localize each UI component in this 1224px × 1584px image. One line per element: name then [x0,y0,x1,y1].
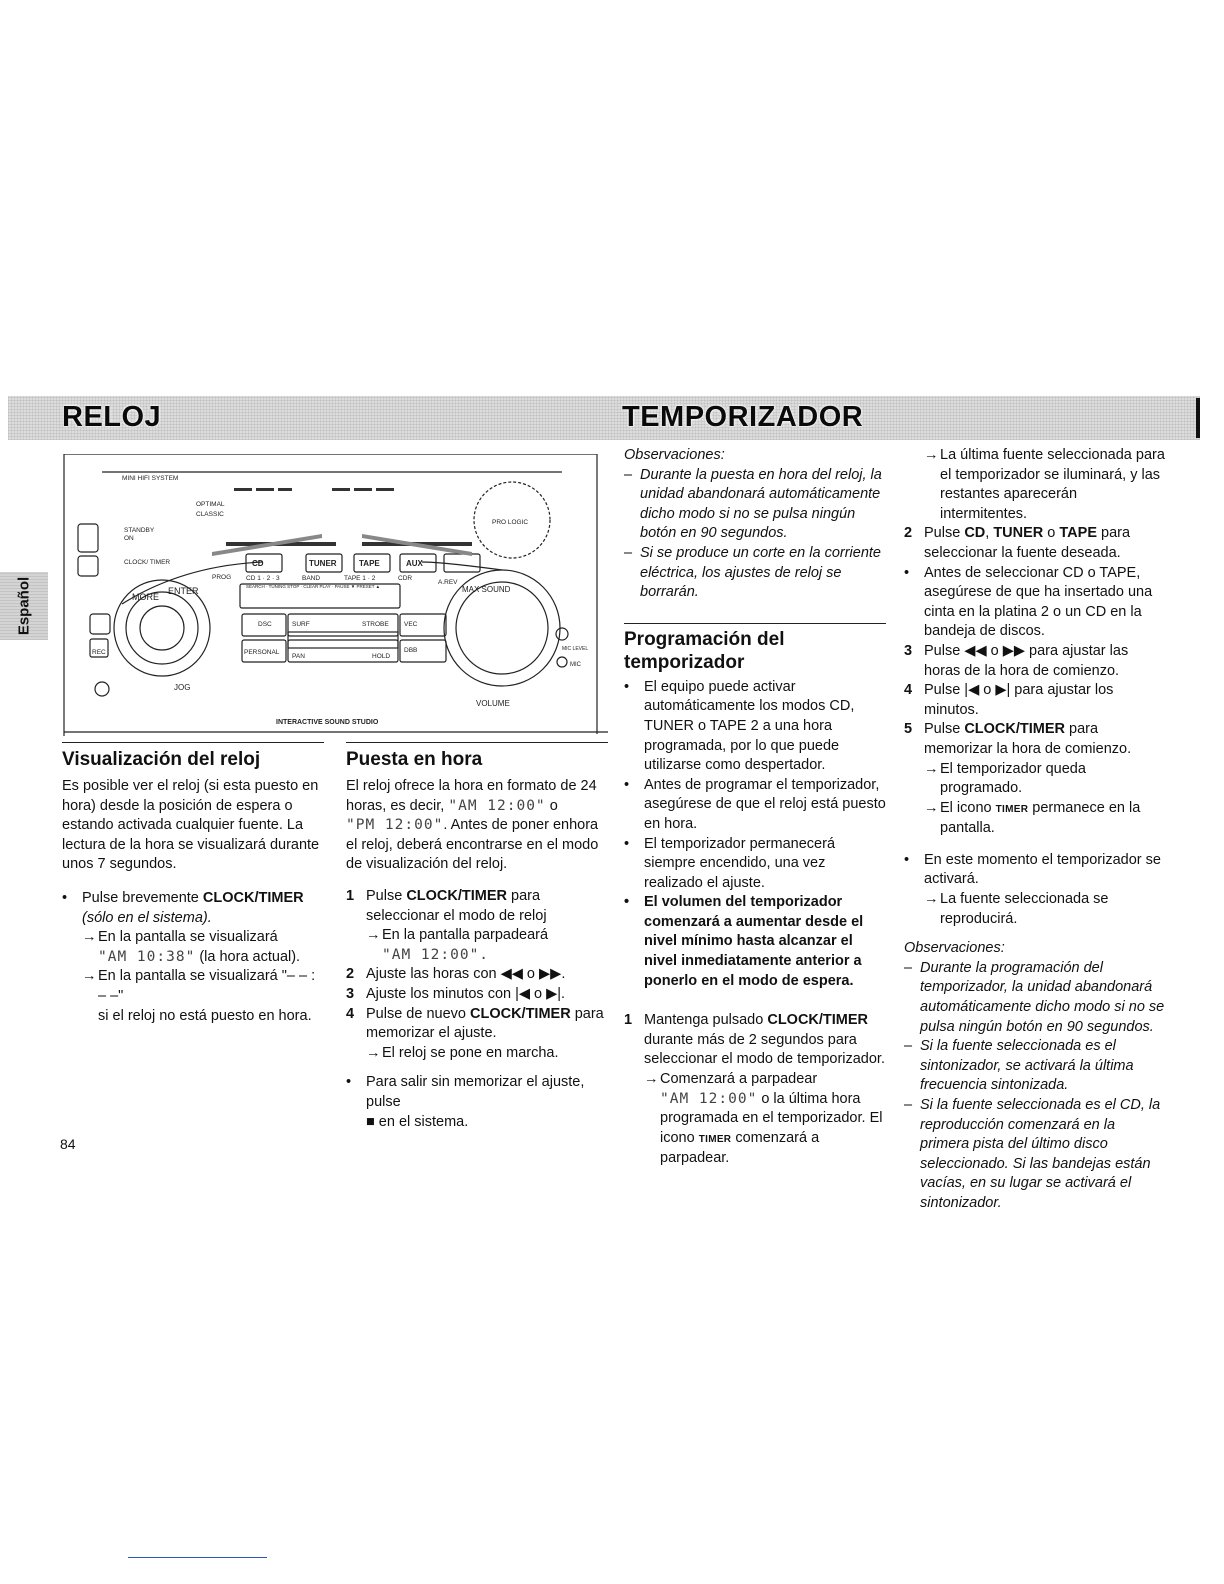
diagram-volume: VOLUME [476,699,510,708]
diagram-source-tape: TAPE [359,559,380,568]
list-item: • Pulse brevemente CLOCK/TIMER (sólo en el sistema). [62,889,324,928]
list-item: → La fuente seleccionada se reproducirá. [924,891,1109,927]
step-item: 2 Pulse CD, TUNER o TAPE para seleccionar la fuente deseada. [904,525,1131,561]
diagram-pro-logic: PRO LOGIC [492,519,529,526]
step-item: 5 Pulse CLOCK/TIMER para memorizar la hora de comienzo. [904,721,1132,757]
diagram-source-cd: CD [252,559,264,568]
list-item: → El reloj se pone en marcha. [366,1044,608,1064]
diagram-hold: HOLD [372,653,391,660]
footer-line [128,1557,267,1558]
diagram-surf: SURF [292,621,310,628]
list-item: – Si se produce un corte en la corriente eléctrica, los ajustes de reloj se borrarán. [624,544,881,601]
diagram-strobe: STROBE [362,621,389,628]
heading-visualizacion: Visualización del reloj [62,749,261,770]
list-item: → El temporizador queda programado. [924,760,1086,797]
page-number: 84 [60,1136,76,1152]
list-item: → En la pantalla se visualizará "– – : – –" si el reloj no está puesto en hora. [82,967,324,1026]
intro-puesta-en-hora: El reloj ofrece la hora en formato de 24 horas, es decir, "AM 12:00" o "PM 12:00". Antes de poner enhora el reloj, deberá encontrarse en el modo de visualización del reloj. [346,778,599,873]
diagram-vec: VEC [404,621,418,628]
diagram-sub-cdr: CDR [398,575,413,582]
diagram-studio: INTERACTIVE SOUND STUDIO [276,719,379,726]
diagram-arev: A.REV [438,579,458,586]
diagram-source-tuner: TUNER [309,559,337,568]
list-item: – Durante la puesta en hora del reloj, la unidad abandonará automáticamente dicho modo si no se pulsa ningún botón en 90 segundos. [624,466,882,542]
diagram-source-aux: AUX [406,559,423,568]
diagram-pan: PAN [292,653,305,660]
arrow-icon: → [366,1044,381,1061]
diagram-optimal: OPTIMAL [196,501,225,508]
list-item: – Durante la programación del temporizador, la unidad abandonará automáticamente dicho modo si no se pulsa ningún botón en 90 segundos. [904,959,1165,1035]
diagram-mic: MIC [570,662,581,668]
list-item: – Si la fuente seleccionada es el CD, la reproducción comenzará en la primera pista del último disco seleccionado. Si las bandejas están vacías, en su lugar se activará el sintonizador. [904,1097,1161,1211]
section-rule [62,742,324,743]
language-tab: Español [0,572,48,640]
diagram-enter: ENTER [168,586,199,596]
list-item: • Antes de seleccionar CD o TAPE, asegúrese de que ha insertado una cinta en la platina 2 o un CD en la bandeja de discos. [904,564,1153,640]
step-item: 2 Ajuste las horas con ◀◀ o ▶▶. [346,966,566,983]
list-item: → La última fuente seleccionada para el temporizador se iluminará, y las restantes aparecerán intermitentes. [924,446,1168,524]
step-item: 4 Pulse |◀ o ▶| para ajustar los minutos. [904,682,1114,718]
list-item: → Comenzará a parpadear "AM 12:00" o la última hora programada en el temporizador. El icono TIMER comenzará a parpadear. [644,1070,886,1169]
section-rule [346,742,608,743]
arrow-icon: → [82,968,97,985]
column-puesta-en-hora [346,742,608,1132]
diagram-classic: CLASSIC [196,511,224,518]
diagram-brand: MINI HIFI SYSTEM [122,475,179,482]
step-item: 3 Ajuste los minutos con |◀ o ▶|. [346,985,566,1002]
arrow-icon: → [366,927,381,944]
device-front-panel-diagram [62,454,610,736]
arrow-icon: → [924,447,939,463]
step-item: 4 Pulse de nuevo CLOCK/TIMER para memorizar el ajuste. [346,1005,604,1042]
section-title-temporizador: TEMPORIZADOR [622,401,864,433]
diagram-standby: STANDBY [124,527,155,534]
diagram-max-sound: MAX SOUND [462,585,511,594]
diagram-more: MORE [132,592,159,602]
section-title-reloj: RELOJ [62,401,162,433]
list-item: → El icono TIMER permanece en la pantalla. [924,799,1141,837]
diagram-sub-cd: CD 1 · 2 · 3 [246,575,280,582]
diagram-rec: REC [92,649,106,656]
list-item: → En la pantalla parpadeará "AM 12:00". [366,926,608,965]
header-band-edge [1196,398,1200,438]
heading-programacion: Programación del temporizador [624,628,785,673]
diagram-personal: PERSONAL [244,649,280,656]
arrow-icon: → [644,1071,659,1088]
bullet-icon: • [346,1074,352,1091]
diagram-jog: JOG [174,683,191,692]
list-item: • El temporizador permanecerá siempre encendido, una vez realizado el ajuste. [624,835,836,891]
list-item: • Antes de programar el temporizador, asegúrese de que el reloj está puesto en hora. [624,776,886,832]
step-item: 3 Pulse ◀◀ o ▶▶ para ajustar las horas de la hora de comienzo. [904,642,1129,679]
diagram-prog: PROG [212,574,232,581]
diagram-clock-timer: CLOCK/ TIMER [124,559,171,566]
list-item: • El volumen del temporizador comenzará a aumentar desde el nivel mínimo hasta alcanzar el nivel inmediatamente anterior a ponerlo en el modo de espera. [624,894,864,989]
list-item: • Para salir sin memorizar el ajuste, pulse ■ en el sistema. [346,1073,608,1132]
bullet-icon: • [62,889,68,906]
diagram-sub-tape: TAPE 1 · 2 [344,575,376,582]
column-visualizacion [62,742,324,1026]
diagram-dbb: DBB [404,647,418,654]
column-programacion [624,446,886,1169]
diagram-sub-band: BAND [302,575,321,582]
diagram-search-row: SEARCH · TUNING STOP · CLEAR PLAY · PAUSE ▼ PRESET ▲ [246,584,381,589]
step-item: 1 Mantenga pulsado CLOCK/TIMER durante más de 2 segundos para seleccionar el modo de temporizador. [624,1012,885,1068]
header-band [8,396,1200,440]
diagram-dsc: DSC [258,621,272,628]
observaciones-title: Observaciones: [624,447,725,463]
heading-puesta-en-hora: Puesta en hora [346,749,483,770]
list-item: – Si la fuente seleccionada es el sintonizador, se activará la última frecuencia sintonizada. [904,1038,1134,1094]
list-item: • El equipo puede activar automáticamente los modos CD, TUNER o TAPE 2 a una hora programada, por lo que puede utilizarse como despertador. [624,678,855,774]
list-item: • En este momento el temporizador se activará. [904,851,1161,888]
observaciones-title: Observaciones: [904,940,1005,957]
section-rule [624,623,886,624]
intro-visualizacion: Es posible ver el reloj (si esta puesto en hora) desde la posición de espera o estando activada cualquier fuente. La lectura de la hora se visualizará durante unos 7 segundos. [62,778,320,873]
diagram-mic-level: MIC LEVEL [562,646,589,652]
diagram-on: ON [124,535,134,542]
column-temporizador-continuacion [904,446,1168,1214]
arrow-icon: → [82,929,97,946]
list-item: → En la pantalla se visualizará "AM 10:38" (la hora actual). [82,928,324,967]
step-item: 1 Pulse CLOCK/TIMER para seleccionar el modo de reloj [346,887,547,924]
